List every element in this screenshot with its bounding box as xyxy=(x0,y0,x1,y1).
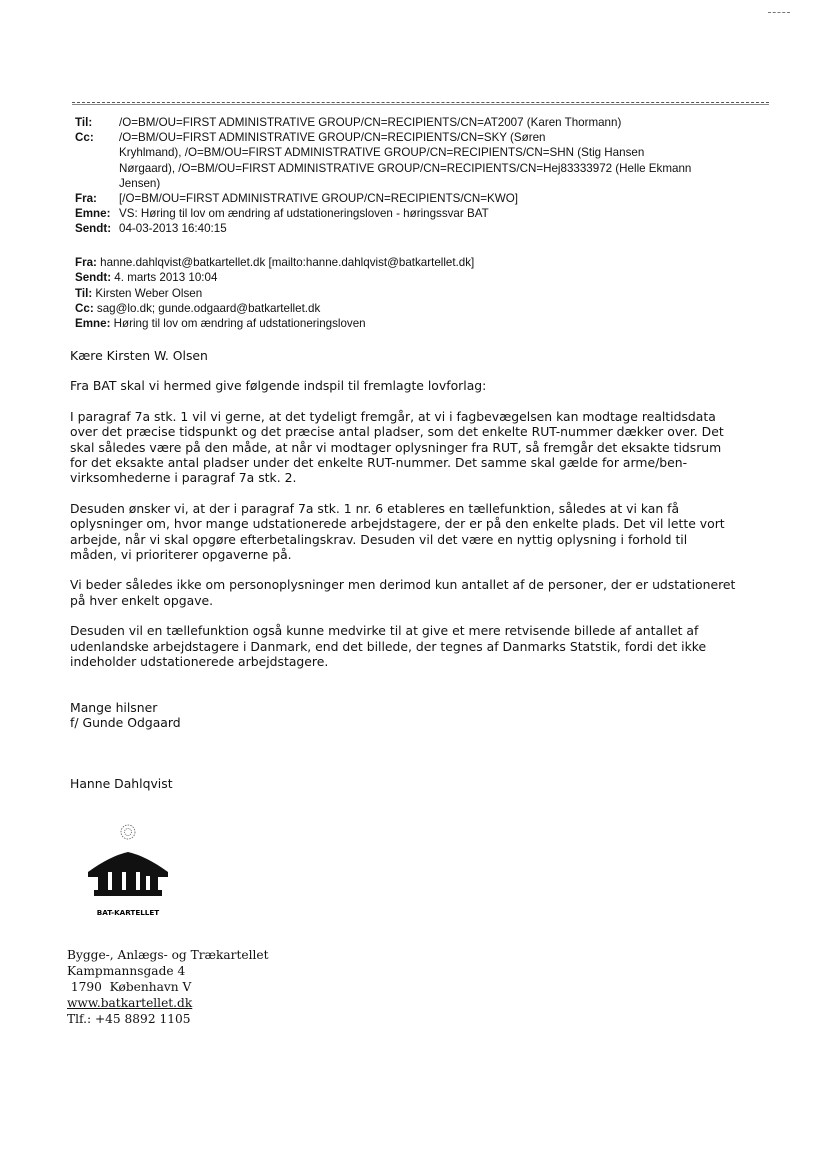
email-body xyxy=(70,348,760,792)
corner-mark xyxy=(768,12,790,13)
city-address: 1790 København V xyxy=(67,980,192,994)
to-value: /O=BM/OU=FIRST ADMINISTRATIVE GROUP/CN=RECIPIENTS/CN=AT2007 (Karen Thormann) xyxy=(119,116,622,129)
fwd-subject-label: Emne: xyxy=(75,317,111,331)
paragraph-line: skal således være på den måde, at når vi modtager oplysninger fra RUT, så fremgår det eksakte tidsrum xyxy=(70,439,722,455)
cc-value xyxy=(119,130,765,191)
logo-emblem-icon xyxy=(121,825,135,839)
paragraph-line: udenlandske arbejdstagere i Danmark, end det billede, der tegnes af Danmarks Statstik, fordi det ikke xyxy=(70,638,707,654)
fwd-to-value: Kirsten Weber Olsen xyxy=(92,286,203,300)
paragraph-line: I paragraf 7a stk. 1 vil vi gerne, at det tydeligt fremgår, at vi i fagbevægelsen kan modtage realtidsdata xyxy=(70,408,716,424)
paragraph-3 xyxy=(70,577,760,608)
paragraph-line: indeholder udstationerede arbejdstagere. xyxy=(70,654,329,670)
forwarded-header xyxy=(75,255,765,331)
paragraph-line: arbejde, når vi skal opgøre efterbetalingskrav. Desuden vil det være en nyttig oplysning i forhold til xyxy=(70,531,688,547)
paragraph-line: oplysninger om, hvor mange udstationerede arbejdstagere, der er på den enkelte plads. Det vil lette vort xyxy=(70,516,725,532)
website-link[interactable]: www.batkartellet.dk xyxy=(67,996,193,1010)
signer-name: Hanne Dahlqvist xyxy=(70,776,173,792)
signature-block xyxy=(67,947,269,1027)
from-value: [/O=BM/OU=FIRST ADMINISTRATIVE GROUP/CN=RECIPIENTS/CN=KWO] xyxy=(119,192,518,206)
paragraph-line: på hver enkelt opgave. xyxy=(70,592,214,608)
closing-signoff: f/ Gunde Odgaard xyxy=(70,714,181,730)
fwd-sent-row xyxy=(75,270,765,285)
fwd-sent-label: Sendt: xyxy=(75,271,112,285)
logo-building-icon xyxy=(88,852,168,896)
header-divider-line xyxy=(72,104,769,105)
sent-label: Sendt: xyxy=(75,222,112,236)
paragraph-line: Vi beder således ikke om personoplysninger men derimod kun antallet af de personer, der er udstationeret xyxy=(70,577,736,593)
phone-number: Tlf.: +45 8892 1105 xyxy=(67,1012,191,1026)
subject-row xyxy=(75,206,765,221)
cc-line: Jensen) xyxy=(119,176,161,190)
email-header xyxy=(75,115,765,237)
paragraph-1 xyxy=(70,409,760,486)
cc-line: /O=BM/OU=FIRST ADMINISTRATIVE GROUP/CN=RECIPIENTS/CN=SKY (Søren xyxy=(119,131,546,145)
paragraph-4 xyxy=(70,623,760,669)
from-row xyxy=(75,191,765,206)
paragraph-line: Desuden vil en tællefunktion også kunne medvirke til at give et mere retvisende billede af antallet af xyxy=(70,623,699,639)
fwd-to-row xyxy=(75,286,765,301)
paragraph-line: Desuden ønsker vi, at der i paragraf 7a stk. 1 nr. 6 etableres en tællefunktion, således at vi kan få xyxy=(70,500,680,516)
cc-row xyxy=(75,130,765,191)
fwd-cc-label: Cc: xyxy=(75,301,94,315)
paragraph-line: for det eksakte antal pladser under det enkelte RUT-nummer. Det samme skal gælde for arme/ben- xyxy=(70,455,688,471)
fwd-from-value: hanne.dahlqvist@batkartellet.dk [mailto:hanne.dahlqvist@batkartellet.dk] xyxy=(96,256,475,269)
org-name: Bygge-, Anlægs- og Trækartellet xyxy=(67,948,269,962)
to-label: Til: xyxy=(75,116,93,129)
fwd-subject-value: Høring til lov om ændring af udstationeringsloven xyxy=(110,317,366,331)
fwd-cc-value: sag@lo.dk; gunde.odgaard@batkartellet.dk xyxy=(93,301,321,315)
header-divider xyxy=(72,102,769,103)
street-address: Kampmannsgade 4 xyxy=(67,964,186,978)
paragraph-line: over det præcise tidspunkt og det præcise antal pladser, som det enkelte RUT-nummer dækker over. Det xyxy=(70,424,724,440)
logo-text: BAT-KARTELLET xyxy=(96,908,160,917)
paragraph-line: måden, vi prioriterer opgaverne på. xyxy=(70,547,292,563)
fwd-cc-row xyxy=(75,301,765,316)
bat-kartellet-logo xyxy=(80,822,180,922)
fwd-to-label: Til: xyxy=(75,286,93,300)
sent-row xyxy=(75,221,765,236)
cc-line: Kryhlmand), /O=BM/OU=FIRST ADMINISTRATIVE GROUP/CN=RECIPIENTS/CN=SHN (Stig Hansen xyxy=(119,146,645,160)
from-label: Fra: xyxy=(75,192,97,206)
fwd-from-row xyxy=(75,255,765,270)
cc-line: Nørgaard), /O=BM/OU=FIRST ADMINISTRATIVE GROUP/CN=RECIPIENTS/CN=Hej83333972 (Helle Ekmann xyxy=(119,161,692,175)
sent-value: 04-03-2013 16:40:15 xyxy=(119,222,227,236)
paragraph-2 xyxy=(70,501,760,563)
greeting: Kære Kirsten W. Olsen xyxy=(70,348,208,363)
subject-label: Emne: xyxy=(75,207,111,221)
subject-value: VS: Høring til lov om ændring af udstationeringsloven - høringssvar BAT xyxy=(119,207,489,221)
fwd-from-label: Fra: xyxy=(75,256,97,269)
fwd-subject-row xyxy=(75,316,765,331)
closing-greeting: Mange hilsner xyxy=(70,699,158,715)
fwd-sent-value: 4. marts 2013 10:04 xyxy=(111,271,218,285)
closing xyxy=(70,700,760,731)
intro-paragraph: Fra BAT skal vi hermed give følgende indspil til fremlagte lovforlag: xyxy=(70,378,487,394)
paragraph-line: virksomhederne i paragraf 7a stk. 2. xyxy=(70,470,297,486)
cc-label: Cc: xyxy=(75,131,94,145)
to-row xyxy=(75,115,765,130)
